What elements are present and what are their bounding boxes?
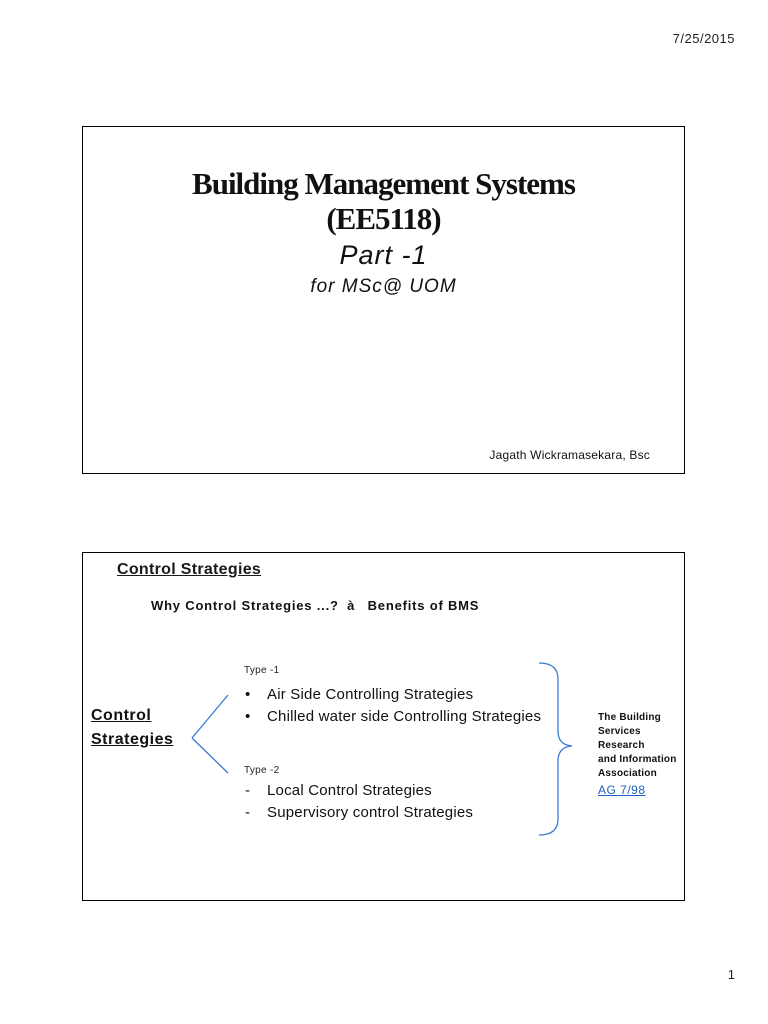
slide-title: [82, 126, 685, 474]
subtitle: for MSc@ UOM: [310, 276, 457, 297]
list-item-text: Supervisory control Strategies: [267, 804, 474, 821]
slide-heading: Control Strategies: [117, 561, 262, 578]
branch-line-upper: [192, 695, 228, 738]
bsria-reference: [598, 711, 677, 799]
list-item: [245, 780, 473, 802]
type1-label: Type -1: [244, 665, 280, 676]
list-item: [245, 684, 541, 706]
right-curly-brace: [539, 663, 572, 835]
bullet-marker: •: [245, 708, 251, 725]
slide-control-strategies: [82, 552, 685, 901]
question-line: [151, 598, 479, 613]
course-code: (EE5118): [326, 201, 441, 236]
branch-line-lower: [192, 738, 228, 773]
bullet-marker: •: [245, 686, 251, 703]
dash-marker: -: [245, 804, 251, 821]
type1-list: [245, 684, 541, 728]
arrow-glyph: à: [347, 598, 356, 613]
ag-7-98-link[interactable]: AG 7/98: [598, 783, 646, 797]
page-date: 7/25/2015: [672, 31, 735, 46]
author-name: Jagath Wickramasekara, Bsc: [489, 448, 650, 462]
part-label: Part -1: [339, 240, 428, 270]
list-item: [245, 802, 473, 824]
list-item-text: Local Control Strategies: [267, 782, 432, 799]
slide-title-heading: Building Management Systems: [192, 166, 575, 201]
dash-marker: -: [245, 782, 251, 799]
type2-label: Type -2: [244, 765, 280, 776]
org-line: Association: [598, 768, 657, 779]
org-line: Research: [598, 740, 645, 751]
question-answer: Benefits of BMS: [367, 598, 480, 613]
org-line: and Information: [598, 754, 677, 765]
list-item-text: Air Side Controlling Strategies: [267, 686, 474, 703]
control-strategies-label: [91, 704, 173, 752]
org-line: Services: [598, 726, 641, 737]
list-item: [245, 706, 541, 728]
list-item-text: Chilled water side Controlling Strategies: [267, 708, 542, 725]
left-label-line1: Control: [91, 707, 152, 724]
question-text: Why Control Strategies ...?: [151, 598, 339, 613]
page-number: 1: [727, 967, 735, 982]
org-line: The Building: [598, 712, 661, 723]
type2-list: [245, 780, 473, 824]
left-label-line2: Strategies: [91, 731, 174, 748]
